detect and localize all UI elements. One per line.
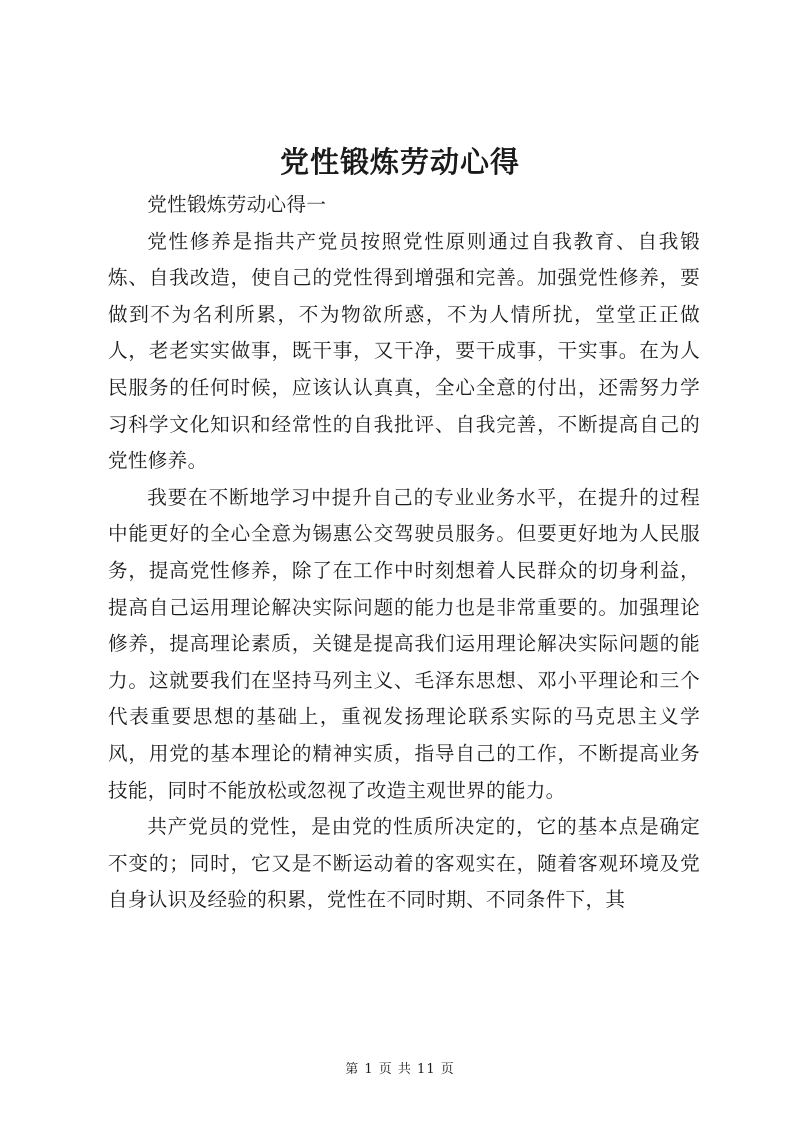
paragraph-3: 共产党员的党性，是由党的性质所决定的，它的基本点是确定不变的；同时，它又是不断运动着的客观实在，随着客观环境及党自身认识及经验的积累，党性在不同时期、不同条件下，其 [108, 815, 700, 912]
page-title: 党性锻炼劳动心得 [279, 145, 520, 179]
paragraph-1: 党性修养是指共产党员按照党性原则通过自我教育、自我锻炼、自我改造，使自己的党性得到增强和完善。加强党性修养，要做到不为名利所累，不为物欲所惑，不为人情所扰，堂堂正正做人，老老实实做事，既干事，又干净，要干成事，干实事。在为人民服务的任何时候，应该认认真真，全心全意的付出，还需努力学习科学文化知识和经常性的自我批评、自我完善，不断提高自己的党性修养。 [108, 229, 700, 473]
paragraph-2: 我要在不断地学习中提升自己的专业业务水平，在提升的过程中能更好的全心全意为锡惠公交驾驶员服务。但要更好地为人民服务，提高党性修养，除了在工作中时刻想着人民群众的切身利益，提高自己运用理论解决实际问题的能力也是非常重要的。加强理论修养，提高理论素质，关键是提高我们运用理论解决实际问题的能力。这就要我们在坚持马列主义、毛泽东思想、邓小平理论和三个代表重要思想的基础上，重视发扬理论联系实际的马克思主义学风，用党的基本理论的精神实质，指导自己的工作，不断提高业务技能，同时不能放松或忽视了改造主观世界的能力。 [108, 485, 700, 802]
section-heading: 党性锻炼劳动心得一 [147, 193, 327, 216]
page-footer: 第 1 页 共 11 页 [345, 1062, 455, 1077]
document-body [108, 187, 700, 919]
